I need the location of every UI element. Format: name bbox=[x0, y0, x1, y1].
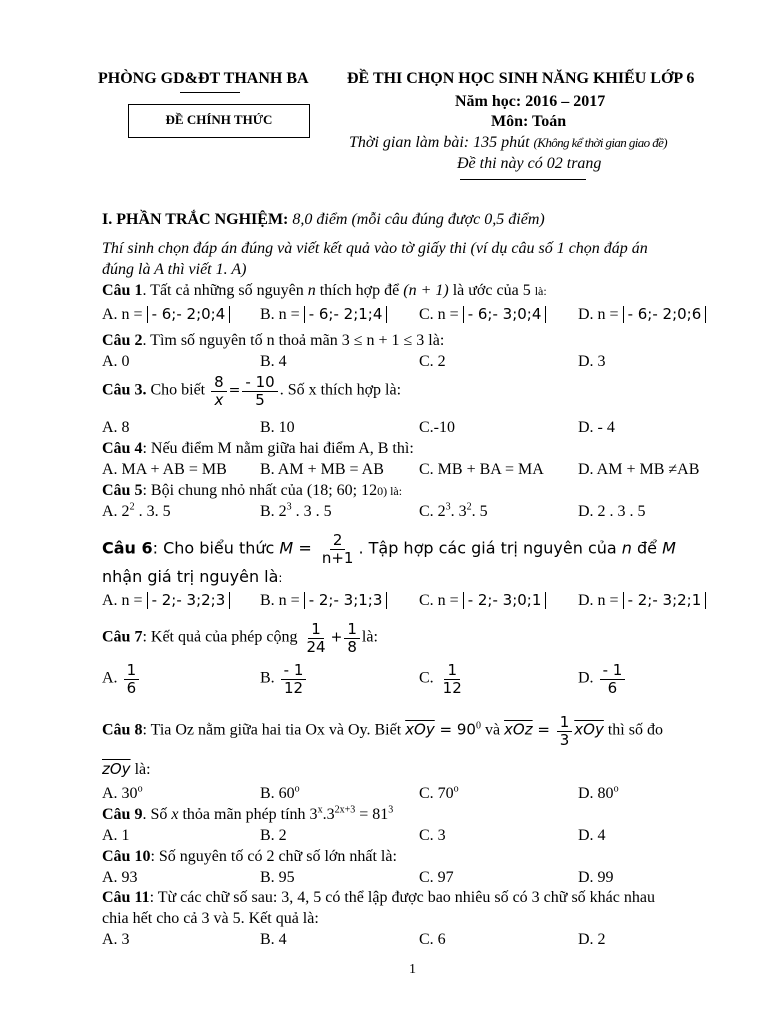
q8-option-d[interactable] bbox=[578, 785, 619, 803]
q7-option-a[interactable] bbox=[102, 662, 141, 696]
q3-option-d[interactable]: D. - 4 bbox=[578, 419, 615, 436]
fraction-numerator: 1 bbox=[124, 662, 140, 680]
option-text: A. 30 bbox=[102, 785, 138, 802]
option-prefix: D. bbox=[578, 669, 594, 687]
q3-option-c[interactable]: C.-10 bbox=[419, 419, 455, 436]
q6-option-c[interactable] bbox=[419, 592, 546, 610]
q5-option-a[interactable] bbox=[102, 503, 171, 521]
fraction-numerator: 2 bbox=[330, 532, 346, 550]
question-text: . Tập hợp các giá trị nguyên của bbox=[358, 538, 622, 558]
q6-option-d[interactable] bbox=[578, 592, 706, 610]
question-text: nhận giá trị nguyên là bbox=[102, 567, 279, 586]
question-4 bbox=[102, 440, 414, 458]
q1-option-b[interactable] bbox=[260, 306, 387, 324]
question-11-line-2: chia hết cho cả 3 và 5. Kết quả là: bbox=[102, 910, 319, 927]
exponent: 3 bbox=[388, 804, 394, 816]
q3-option-a[interactable]: A. 8 bbox=[102, 419, 130, 436]
question-10 bbox=[102, 848, 397, 866]
fraction-numerator: - 1 bbox=[600, 662, 626, 680]
q10-option-a[interactable]: A. 93 bbox=[102, 869, 138, 886]
exponent: 3 bbox=[445, 501, 451, 513]
question-label: Câu 7 bbox=[102, 628, 143, 646]
exam-title: ĐỀ THI CHỌN HỌC SINH NĂNG KHIẾU LỚP 6 bbox=[347, 70, 695, 87]
q6-option-b[interactable] bbox=[260, 592, 387, 610]
fraction-numerator: 1 bbox=[444, 662, 460, 680]
question-var: M bbox=[279, 538, 294, 558]
question-text: Cho biết bbox=[146, 381, 210, 399]
q4-option-a[interactable]: A. MA + AB = MB bbox=[102, 461, 227, 478]
fraction-numerator: - 1 bbox=[281, 662, 307, 680]
question-label: Câu 3. bbox=[102, 381, 147, 399]
question-text: là ước của 5 bbox=[448, 282, 535, 299]
fraction-denominator: 6 bbox=[126, 678, 137, 697]
q8-option-c[interactable] bbox=[419, 785, 459, 803]
exponent: 2x+3 bbox=[334, 804, 356, 816]
q1-option-c[interactable] bbox=[419, 306, 546, 324]
section-title: I. PHẦN TRẮC NGHIỆM: bbox=[102, 211, 289, 228]
angle-symbol: $\overline{xOy}$ bbox=[405, 720, 435, 739]
q10-option-c[interactable]: C. 97 bbox=[419, 869, 454, 886]
q5-option-b[interactable] bbox=[260, 503, 332, 521]
degree-mark: o bbox=[137, 783, 143, 795]
question-label: Câu 11 bbox=[102, 889, 150, 906]
question-text: : Cho biểu thức bbox=[152, 538, 280, 558]
question-tail: 0) là: bbox=[377, 484, 403, 498]
exponent: x bbox=[317, 804, 323, 816]
fraction-numerator: 1 bbox=[557, 714, 573, 732]
option-prefix: D. n = bbox=[578, 592, 623, 609]
question-text: . Tìm số nguyên tố n thoả mãn 3 ≤ n + 1 ≤ 3 là: bbox=[142, 332, 445, 349]
option-set: - 2;- 3;2;3 bbox=[147, 592, 231, 609]
equals-sign: = bbox=[293, 538, 317, 558]
question-var: M bbox=[662, 538, 676, 558]
fraction bbox=[304, 621, 329, 655]
q11-option-a[interactable]: A. 3 bbox=[102, 931, 130, 948]
angle-symbol: $\overline{xOy}$ bbox=[574, 720, 604, 739]
angle-symbol: $\overline{zOy}$ bbox=[102, 760, 131, 778]
fraction bbox=[440, 662, 465, 696]
q7-option-d[interactable] bbox=[578, 662, 627, 696]
question-text: .3 bbox=[322, 806, 335, 823]
page-count: Đề thi này có 02 trang bbox=[457, 155, 602, 172]
question-label: Câu 1 bbox=[102, 282, 143, 299]
instruction-line-1: Thí sinh chọn đáp án đúng và viết kết quả vào tờ giấy thi (ví dụ câu số 1 chọn đáp án bbox=[102, 240, 648, 257]
equals-sign: = bbox=[228, 382, 241, 399]
official-label: ĐỀ CHÍNH THỨC bbox=[165, 112, 273, 127]
question-text: : Từ các chữ số sau: 3, 4, 5 có thể lập được bao nhiêu số có 3 chữ số khác nhau bbox=[149, 889, 655, 906]
option-set: - 6;- 3;0;4 bbox=[463, 306, 547, 323]
question-2 bbox=[102, 332, 444, 350]
option-text: . 3 . 5 bbox=[291, 503, 332, 520]
official-box bbox=[128, 104, 310, 138]
degree-mark: 0 bbox=[475, 720, 481, 732]
question-text: và bbox=[480, 721, 505, 739]
q8-option-a[interactable] bbox=[102, 785, 143, 803]
exponent: 3 bbox=[286, 501, 292, 513]
question-text: : Kết quả của phép cộng bbox=[142, 628, 302, 646]
option-prefix: A. bbox=[102, 669, 118, 687]
question-var: n bbox=[621, 538, 632, 558]
subject: Môn: Toán bbox=[491, 113, 567, 130]
fraction bbox=[124, 662, 140, 696]
q4-option-c[interactable]: C. MB + BA = MA bbox=[419, 461, 544, 478]
question-text: : Tia Oz nằm giữa hai tia Ox và Oy. Biết bbox=[142, 721, 406, 739]
fraction-numerator: 8 bbox=[211, 374, 227, 392]
option-set: - 6;- 2;0;4 bbox=[147, 306, 231, 323]
q9-option-b[interactable]: B. 2 bbox=[260, 827, 287, 844]
question-text: : Nếu điểm M nằm giữa hai điểm A, B thì: bbox=[142, 440, 414, 457]
fraction bbox=[319, 532, 357, 566]
fraction bbox=[211, 374, 227, 408]
section-points: 8,0 điểm (mỗi câu đúng được 0,5 điểm) bbox=[288, 211, 545, 228]
fraction-numerator: 1 bbox=[308, 621, 324, 639]
fraction-numerator: 1 bbox=[344, 621, 360, 639]
page-number: 1 bbox=[409, 962, 416, 977]
instruction-line-2: đúng là A thì viết 1. A) bbox=[102, 261, 247, 278]
plus-sign: + bbox=[330, 629, 343, 646]
fraction-denominator: 5 bbox=[255, 390, 265, 409]
question-9 bbox=[102, 806, 393, 824]
option-prefix: B. bbox=[260, 669, 275, 687]
option-text: B. 2 bbox=[260, 503, 287, 520]
question-label: Câu 6 bbox=[102, 538, 153, 558]
department-name: PHÒNG GD&ĐT THANH BA bbox=[98, 70, 309, 87]
option-prefix: C. bbox=[419, 669, 434, 687]
question-5 bbox=[102, 482, 402, 500]
question-label: Câu 4 bbox=[102, 440, 143, 457]
question-label: Câu 5 bbox=[102, 482, 143, 499]
option-text: . 5 bbox=[471, 503, 488, 520]
q5-option-d[interactable] bbox=[578, 503, 646, 521]
question-var: x bbox=[171, 806, 179, 823]
option-text: C. 70 bbox=[419, 785, 454, 802]
q2-option-d[interactable]: D. 3 bbox=[578, 353, 606, 370]
q9-option-a[interactable]: A. 1 bbox=[102, 827, 130, 844]
fraction-denominator: 24 bbox=[306, 637, 326, 656]
fraction bbox=[344, 621, 360, 655]
q11-option-d[interactable]: D. 2 bbox=[578, 931, 606, 948]
q10-option-d[interactable]: D. 99 bbox=[578, 869, 614, 886]
option-text: D. 80 bbox=[578, 785, 614, 802]
question-text: là: bbox=[130, 761, 151, 778]
question-text: để bbox=[631, 538, 663, 558]
exponent: 2 bbox=[466, 501, 472, 513]
option-text: C. 2 bbox=[419, 503, 446, 520]
angle-symbol: $\overline{xOz}$ bbox=[504, 720, 533, 739]
fraction-denominator: x bbox=[214, 390, 224, 409]
q5-option-c[interactable] bbox=[419, 503, 488, 521]
option-prefix: B. n = bbox=[260, 306, 304, 323]
question-text: . Tất cả những số nguyên bbox=[142, 282, 308, 299]
q9-option-c[interactable]: C. 3 bbox=[419, 827, 446, 844]
q9-option-d[interactable]: D. 4 bbox=[578, 827, 606, 844]
q10-option-b[interactable]: B. 95 bbox=[260, 869, 295, 886]
question-label: Câu 2 bbox=[102, 332, 143, 349]
option-text: A. 2 bbox=[102, 503, 130, 520]
q11-option-c[interactable]: C. 6 bbox=[419, 931, 446, 948]
question-text: là: bbox=[361, 628, 378, 646]
q7-option-b[interactable] bbox=[260, 662, 308, 696]
question-6 bbox=[102, 532, 676, 566]
option-text: D. 2 . 3 . 5 bbox=[578, 503, 646, 520]
q1-option-a[interactable] bbox=[102, 306, 230, 324]
question-text: : Số nguyên tố có 2 chữ số lớn nhất là: bbox=[150, 848, 397, 865]
fraction bbox=[600, 662, 626, 696]
question-text: : Bội chung nhỏ nhất của (18; 60; 12 bbox=[142, 482, 378, 499]
school-year: Năm học: 2016 – 2017 bbox=[455, 93, 606, 110]
option-text: . 3. 5 bbox=[134, 503, 171, 520]
question-tail: là: bbox=[534, 284, 547, 298]
fraction bbox=[281, 662, 307, 696]
option-prefix: C. n = bbox=[419, 592, 463, 609]
option-set: - 6;- 2;0;6 bbox=[623, 306, 707, 323]
question-expr: (n + 1) bbox=[403, 282, 449, 299]
question-text: . Số x thích hợp là: bbox=[279, 381, 402, 399]
question-label: Câu 10 bbox=[102, 848, 151, 865]
fraction-denominator: 3 bbox=[559, 730, 570, 749]
exponent: 2 bbox=[129, 501, 135, 513]
fraction-denominator: 12 bbox=[442, 678, 462, 697]
fraction-denominator: 6 bbox=[607, 678, 618, 697]
fraction bbox=[557, 714, 573, 748]
header-divider bbox=[460, 179, 586, 180]
q8-option-b[interactable] bbox=[260, 785, 300, 803]
angle-value: = 90 bbox=[434, 720, 476, 739]
option-set: - 2;- 3;1;3 bbox=[304, 592, 388, 609]
degree-mark: o bbox=[613, 783, 619, 795]
degree-mark: o bbox=[453, 783, 459, 795]
equals-sign: = bbox=[532, 720, 555, 739]
q3-option-b[interactable]: B. 10 bbox=[260, 419, 295, 436]
section-heading bbox=[102, 211, 545, 229]
question-text: . Số bbox=[142, 806, 172, 823]
question-text: thích hợp để bbox=[315, 282, 404, 299]
fraction-denominator: n+1 bbox=[321, 548, 354, 567]
option-prefix: B. n = bbox=[260, 592, 304, 609]
question-label: Câu 9 bbox=[102, 806, 143, 823]
time-limit-text: Thời gian làm bài: 135 phút bbox=[349, 134, 530, 151]
fraction-denominator: 8 bbox=[347, 637, 357, 656]
question-6-line-2: nhận giá trị nguyên là: bbox=[102, 567, 283, 586]
option-set: - 6;- 2;1;4 bbox=[304, 306, 388, 323]
option-set: - 2;- 3;2;1 bbox=[623, 592, 707, 609]
department-underline bbox=[180, 92, 240, 93]
q2-option-c[interactable]: C. 2 bbox=[419, 353, 446, 370]
question-11 bbox=[102, 889, 655, 907]
option-text: B. 60 bbox=[260, 785, 295, 802]
option-prefix: C. n = bbox=[419, 306, 463, 323]
fraction-denominator: 12 bbox=[283, 678, 304, 697]
question-7 bbox=[102, 621, 378, 655]
option-set: - 2;- 3;0;1 bbox=[463, 592, 547, 609]
question-text: = 81 bbox=[355, 806, 389, 823]
q6-option-a[interactable] bbox=[102, 592, 230, 610]
option-prefix: A. n = bbox=[102, 306, 147, 323]
question-1 bbox=[102, 282, 547, 300]
fraction bbox=[242, 374, 277, 408]
question-8-line-2 bbox=[102, 761, 151, 779]
question-text: thỏa mãn phép tính 3 bbox=[178, 806, 318, 823]
q2-option-b[interactable]: B. 4 bbox=[260, 353, 287, 370]
q11-option-b[interactable]: B. 4 bbox=[260, 931, 287, 948]
question-label: Câu 8 bbox=[102, 721, 143, 739]
degree-mark: o bbox=[294, 783, 300, 795]
q2-option-a[interactable]: A. 0 bbox=[102, 353, 130, 370]
q1-option-d[interactable] bbox=[578, 306, 706, 324]
question-3 bbox=[102, 374, 401, 408]
option-text: . 3 bbox=[450, 503, 467, 520]
q4-option-d[interactable]: D. AM + MB ≠AB bbox=[578, 461, 700, 478]
q7-option-c[interactable] bbox=[419, 662, 467, 696]
q4-option-b[interactable]: B. AM + MB = AB bbox=[260, 461, 384, 478]
fraction-numerator: - 10 bbox=[242, 374, 277, 392]
question-8 bbox=[102, 714, 663, 748]
question-text: thì số đo bbox=[603, 721, 663, 739]
time-limit bbox=[349, 134, 667, 152]
option-prefix: A. n = bbox=[102, 592, 147, 609]
question-var: n bbox=[307, 282, 316, 299]
time-limit-note: (Không kể thời gian giao đề) bbox=[533, 135, 668, 150]
option-prefix: D. n = bbox=[578, 306, 623, 323]
